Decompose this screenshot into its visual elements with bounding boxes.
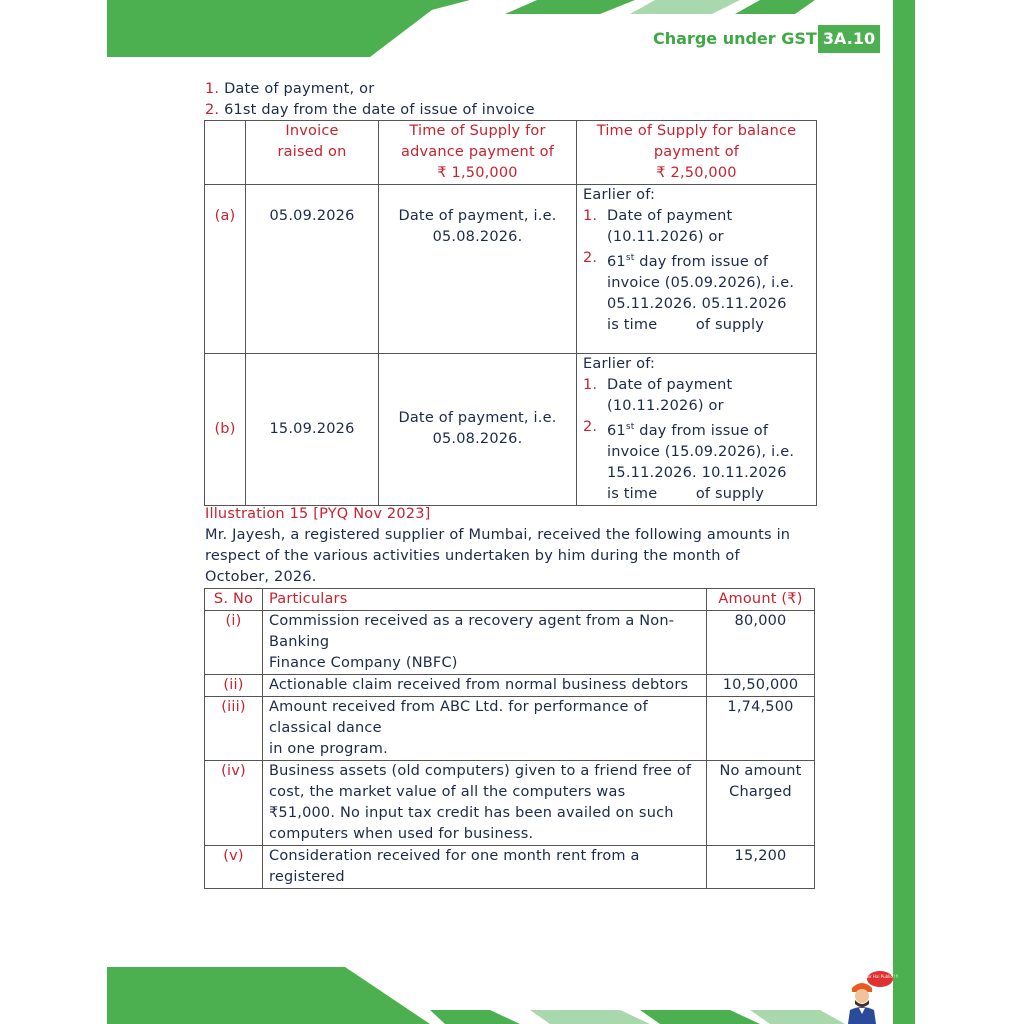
- right-green-bar: [893, 0, 915, 1024]
- row-b-balance: [577, 354, 817, 506]
- row-a-item-2-line3: 05.11.2026. 05.11.2026: [607, 295, 787, 312]
- table2-header-row: [205, 589, 815, 611]
- row-b-item-1-num: 1.: [583, 377, 598, 393]
- row-4-line-3: ₹51,000. No input tax credit has been availed on such: [269, 805, 674, 821]
- row-b-item-2-line4: is time of supply: [607, 485, 764, 502]
- row-b-label: (b): [205, 354, 246, 506]
- row-2-line-1: Actionable claim received from normal business debtors: [269, 677, 689, 693]
- illustration-line-1: Mr. Jayesh, a registered supplier of Mumbai, received the following amounts in: [205, 527, 791, 543]
- row-b-item-2-num: 2.: [583, 419, 598, 435]
- mascot-illustration: [842, 970, 899, 1024]
- row-3-line-2: classical dance: [269, 720, 382, 736]
- row-2-amount: 10,50,000: [707, 675, 815, 697]
- row-4-line-2: cost, the market value of all the computers was: [269, 784, 626, 800]
- row-3-amount: 1,74,500: [707, 697, 815, 761]
- header-balance-line3: ₹ 2,50,000: [656, 165, 737, 181]
- row-a-item-2-line2: invoice (05.09.2026), i.e.: [607, 274, 795, 291]
- time-of-supply-table: [204, 120, 817, 506]
- table-row: [205, 846, 815, 889]
- table-row: [205, 761, 815, 846]
- table1-header-invoice: [246, 121, 379, 185]
- page-number: 3A.10: [818, 25, 880, 53]
- row-b-invoice-date: 15.09.2026: [246, 354, 379, 506]
- chapter-title: Charge under GST: [653, 29, 817, 48]
- row-3-line-1: Amount received from ABC Ltd. for performance of: [269, 699, 648, 715]
- row-3-particulars: [263, 697, 707, 761]
- amounts-table: [204, 588, 815, 889]
- row-a-item-1-line2: (10.11.2026) or: [607, 229, 724, 245]
- table2-header-particulars: Particulars: [263, 589, 707, 611]
- row-a-item-1-num: 1.: [583, 208, 598, 224]
- table1-row-a: [205, 185, 817, 354]
- row-b-advance-line1: Date of payment, i.e.: [398, 410, 557, 427]
- row-a-item-2-num: 2.: [583, 250, 598, 266]
- row-5-line-2: registered: [269, 869, 345, 885]
- row-b-item-2-line2: invoice (15.09.2026), i.e.: [607, 443, 795, 460]
- intro-item-2-text: 61st day from the date of issue of invoice: [224, 102, 535, 118]
- intro-item-2-num: 2.: [205, 102, 220, 118]
- row-a-item-2: [583, 248, 810, 336]
- table1-header-blank: [205, 121, 246, 185]
- row-3-sno: (iii): [205, 697, 263, 761]
- header-balance-line1: Time of Supply for balance: [596, 123, 797, 139]
- row-b-item-2-line1: 61st day from issue of: [607, 422, 769, 439]
- row-a-advance: [379, 185, 577, 354]
- row-b-item-1: [583, 375, 810, 417]
- row-4-sno: (iv): [205, 761, 263, 846]
- row-b-item-1-line1: Date of payment: [607, 377, 733, 393]
- row-a-balance-list: [583, 206, 810, 336]
- row-2-particulars: [263, 675, 707, 697]
- row-4-particulars: [263, 761, 707, 846]
- row-5-amount: 15,200: [707, 846, 815, 889]
- header-advance-line2: advance payment of: [400, 144, 555, 160]
- illustration-line-3: October, 2026.: [205, 569, 317, 585]
- header-advance-line3: ₹ 1,50,000: [437, 165, 518, 181]
- row-a-item-1: [583, 206, 810, 248]
- row-a-balance: [577, 185, 817, 354]
- intro-item-2: [205, 102, 535, 118]
- intro-item-1-num: 1.: [205, 81, 220, 97]
- table1-header-row: [205, 121, 817, 185]
- row-a-advance-line2: 05.08.2026.: [432, 229, 523, 245]
- header-balance-line2: payment of: [653, 144, 740, 160]
- row-4-amount-line-2: Charged: [729, 784, 792, 800]
- row-4-amount: [707, 761, 815, 846]
- table2-header-sno: S. No: [205, 589, 263, 611]
- row-b-balance-heading: Earlier of:: [583, 356, 656, 372]
- header-invoice-text: Invoice raised on: [277, 123, 347, 160]
- row-1-line-2: Banking: [269, 634, 330, 650]
- row-b-item-2-line3: 15.11.2026. 10.11.2026: [607, 464, 787, 481]
- header-advance-line1: Time of Supply for: [409, 123, 546, 139]
- table1-header-advance: [379, 121, 577, 185]
- row-a-balance-heading: Earlier of:: [583, 187, 656, 203]
- intro-item-1-text: Date of payment, or: [224, 81, 375, 97]
- illustration-line-2: respect of the various activities undertaken by him during the month of: [205, 548, 740, 564]
- table2-header-amount: Amount (₹): [707, 589, 815, 611]
- row-b-advance-line2: 05.08.2026.: [432, 431, 523, 448]
- table-row: [205, 697, 815, 761]
- row-4-line-1: Business assets (old computers) given to a friend free of: [269, 763, 692, 779]
- row-b-item-2: [583, 417, 810, 505]
- table-row: [205, 611, 815, 675]
- row-1-line-3: Finance Company (NBFC): [269, 655, 458, 671]
- row-3-line-3: in one program.: [269, 741, 388, 757]
- row-4-amount-line-1: No amount: [719, 763, 802, 779]
- row-a-item-2-line4: is time of supply: [607, 316, 764, 333]
- row-1-amount: 80,000: [707, 611, 815, 675]
- illustration-title: Illustration 15 [PYQ Nov 2023]: [205, 506, 431, 522]
- row-2-sno: (ii): [205, 675, 263, 697]
- row-b-advance: [379, 354, 577, 506]
- intro-item-1: [205, 81, 374, 97]
- row-5-particulars: [263, 846, 707, 889]
- row-a-label: (a): [205, 185, 246, 354]
- row-5-line-1: Consideration received for one month rent from a: [269, 848, 640, 864]
- row-a-item-1-line1: Date of payment: [607, 208, 733, 224]
- row-1-line-1: Commission received as a recovery agent from a Non-: [269, 613, 675, 629]
- table-row: [205, 675, 815, 697]
- row-a-invoice-date: 05.09.2026: [246, 185, 379, 354]
- row-a-item-2-line1: 61st day from issue of: [607, 253, 769, 270]
- mascot-bubble-text: Kabir Hai Public !!!: [861, 974, 899, 979]
- row-b-balance-list: [583, 375, 810, 505]
- row-4-line-4: computers when used for business.: [269, 826, 534, 842]
- row-b-item-1-line2: (10.11.2026) or: [607, 398, 724, 414]
- row-1-sno: (i): [205, 611, 263, 675]
- row-5-sno: (v): [205, 846, 263, 889]
- table1-row-b: [205, 354, 817, 506]
- row-1-particulars: [263, 611, 707, 675]
- table1-header-balance: [577, 121, 817, 185]
- row-a-advance-line1: Date of payment, i.e.: [398, 208, 557, 224]
